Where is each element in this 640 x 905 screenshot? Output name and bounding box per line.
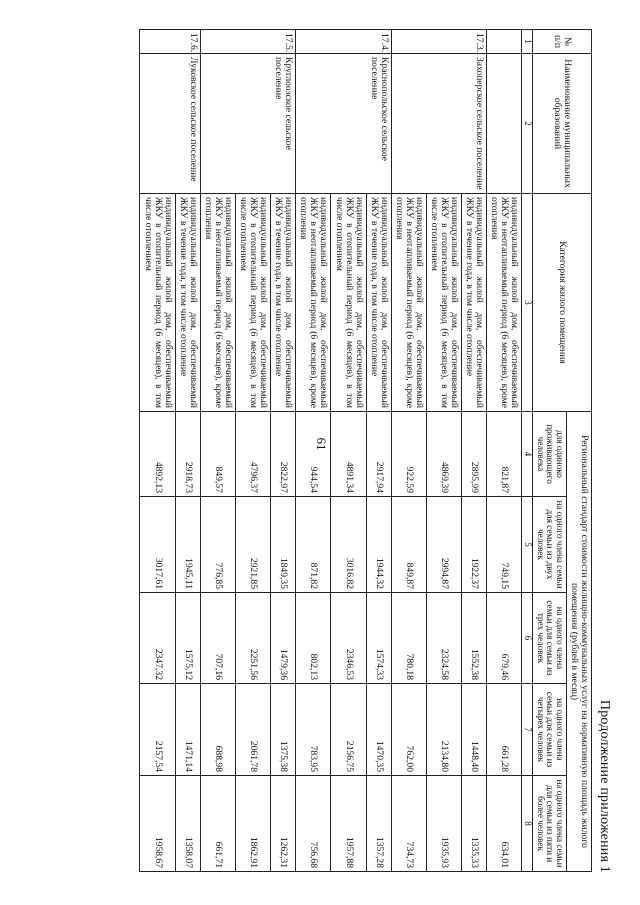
table-row [366,30,391,872]
header-sub-4: на одного члена семьи для семьи из четырех человек [532,684,566,776]
value-cell: 1470,35 [366,684,391,776]
table-row [487,30,522,872]
index-2: 2 [522,54,532,194]
category-cell: индивидуальный жилой дом, обеспечиваемый ЖКУ в отопительный период (6 месяцев), в том числе отоплением [426,194,461,412]
value-cell: 2917,94 [366,412,391,497]
header-category: Категория жилого помещения [532,194,591,412]
index-8: 8 [522,776,532,872]
category-cell: индивидуальный жилой дом, обеспечиваемый ЖКУ в течение года, в том числе отопление [462,194,487,412]
value-cell: 3017,61 [140,497,175,593]
value-cell: 762,00 [391,684,426,776]
header-group-title: Региональный стандарт стоимости жилищно-коммунальных услуг на нормативную площадь жилого помещения (рублей в месяц) [566,412,591,872]
value-cell: 1357,28 [366,776,391,872]
value-cell: 922,59 [391,412,426,497]
value-cell: 1335,33 [462,776,487,872]
value-cell: 2134,80 [426,684,461,776]
value-cell: 2921,85 [235,497,270,593]
value-cell: 849,57 [200,412,235,497]
value-cell: 661,71 [200,776,235,872]
row-number-cell: 17.4. [296,30,392,54]
value-cell: 1471,14 [175,684,200,776]
value-cell: 1957,88 [331,776,366,872]
value-cell: 849,87 [391,497,426,593]
value-cell: 634,01 [487,776,522,872]
value-cell: 2061,78 [235,684,270,776]
header-row-1 [566,30,591,872]
value-cell: 756,68 [296,776,331,872]
header-sub-1: для одиноко проживающего человека [532,412,566,497]
category-cell: индивидуальный жилой дом, обеспечиваемый ЖКУ в течение года, в том числе отопление [175,194,200,412]
value-cell: 1944,32 [366,497,391,593]
value-cell: 1479,36 [271,593,296,684]
value-cell: 661,28 [487,684,522,776]
category-cell: индивидуальный жилой дом, обеспечиваемый ЖКУ в течение года, в том числе отопление [271,194,296,412]
tariff-table [139,29,592,872]
value-cell: 2157,54 [140,684,175,776]
index-5: 5 [522,497,532,593]
table-row [271,30,296,872]
value-cell: 1575,12 [175,593,200,684]
index-6: 6 [522,593,532,684]
value-cell: 3016,82 [331,497,366,593]
value-cell: 783,95 [296,684,331,776]
value-cell: 821,87 [487,412,522,497]
value-cell: 2324,58 [426,593,461,684]
row-number-cell: 17.3. [391,30,487,54]
name-cell: Краснопольское сельское поселение [296,54,392,194]
value-cell: 2251,56 [235,593,270,684]
table-row [462,30,487,872]
index-7: 7 [522,684,532,776]
header-index-row [522,30,532,872]
row-number-cell: 17.5. [200,30,296,54]
value-cell: 2346,53 [331,593,366,684]
index-1: 1 [522,30,532,54]
value-cell: 1358,07 [175,776,200,872]
name-cell: Захоперское сельское поселение [391,54,487,194]
value-cell: 1958,67 [140,776,175,872]
header-name: Наименование муниципальных образований [532,54,591,194]
value-cell: 4892,13 [140,412,175,497]
index-4: 4 [522,412,532,497]
value-cell: 780,18 [391,593,426,684]
name-cell [487,54,522,194]
value-cell: 679,46 [487,593,522,684]
value-cell: 4891,34 [331,412,366,497]
value-cell: 2156,75 [331,684,366,776]
appendix-note: Продолжение приложения 1 [597,699,612,873]
value-cell: 1945,11 [175,497,200,593]
value-cell: 4869,39 [426,412,461,497]
table-row [175,30,200,872]
value-cell: 802,13 [296,593,331,684]
value-cell: 707,16 [200,593,235,684]
row-number-cell: 17.6. [140,30,200,54]
value-cell: 1262,31 [271,776,296,872]
category-cell: индивидуальный жилой дом, обеспечиваемый ЖКУ в неотапливаемый период (6 месяцев), кроме отопления [391,194,426,412]
value-cell: 944,54 [296,412,331,497]
value-cell: 1375,38 [271,684,296,776]
value-cell: 2994,87 [426,497,461,593]
value-cell: 4796,37 [235,412,270,497]
value-cell: 1574,33 [366,593,391,684]
value-cell: 1849,35 [271,497,296,593]
value-cell: 734,73 [391,776,426,872]
value-cell: 2918,73 [175,412,200,497]
header-no: № п/п [532,30,591,54]
header-sub-5: на одного члена семьи для семьи из пяти и более человек [532,776,566,872]
value-cell: 2822,97 [271,412,296,497]
category-cell: индивидуальный жилой дом, обеспечиваемый ЖКУ в течение года, в том числе отопление [366,194,391,412]
category-cell: индивидуальный жилой дом, обеспечиваемый ЖКУ в неотапливаемый период (6 месяцев), кроме отопления [200,194,235,412]
rotated-document [132,29,612,879]
value-cell: 1448,40 [462,684,487,776]
category-cell: индивидуальный жилой дом, обеспечиваемый ЖКУ в отопительный период (6 месяцев), в том числе отоплением [235,194,270,412]
value-cell: 1552,38 [462,593,487,684]
name-cell: Луковское сельское поселение [140,54,200,194]
value-cell: 2347,32 [140,593,175,684]
row-number-cell [487,30,522,54]
category-cell: индивидуальный жилой дом, обеспечиваемый ЖКУ в неотапливаемый период (6 месяцев), кроме отопления [487,194,522,412]
name-cell: Круглоозское сельское поселение [200,54,296,194]
header-sub-2: на одного члена семьи для семьи из двух человек [532,497,566,593]
value-cell: 1935,93 [426,776,461,872]
value-cell: 871,82 [296,497,331,593]
header-sub-3: на одного члена семьи для семьи из трех человек [532,593,566,684]
category-cell: индивидуальный жилой дом, обеспечиваемый ЖКУ в отопительный период (6 месяцев), в том числе отоплением [140,194,175,412]
value-cell: 749,15 [487,497,522,593]
category-cell: индивидуальный жилой дом, обеспечиваемый ЖКУ в неотапливаемый период (6 месяцев), кроме отопления [296,194,331,412]
value-cell: 688,98 [200,684,235,776]
page-number: 61 [314,437,329,451]
value-cell: 776,85 [200,497,235,593]
value-cell: 1922,37 [462,497,487,593]
category-cell: индивидуальный жилой дом, обеспечиваемый ЖКУ в отопительный период (6 месяцев), в том числе отоплением [331,194,366,412]
value-cell: 2895,99 [462,412,487,497]
value-cell: 1862,91 [235,776,270,872]
index-3: 3 [522,194,532,412]
